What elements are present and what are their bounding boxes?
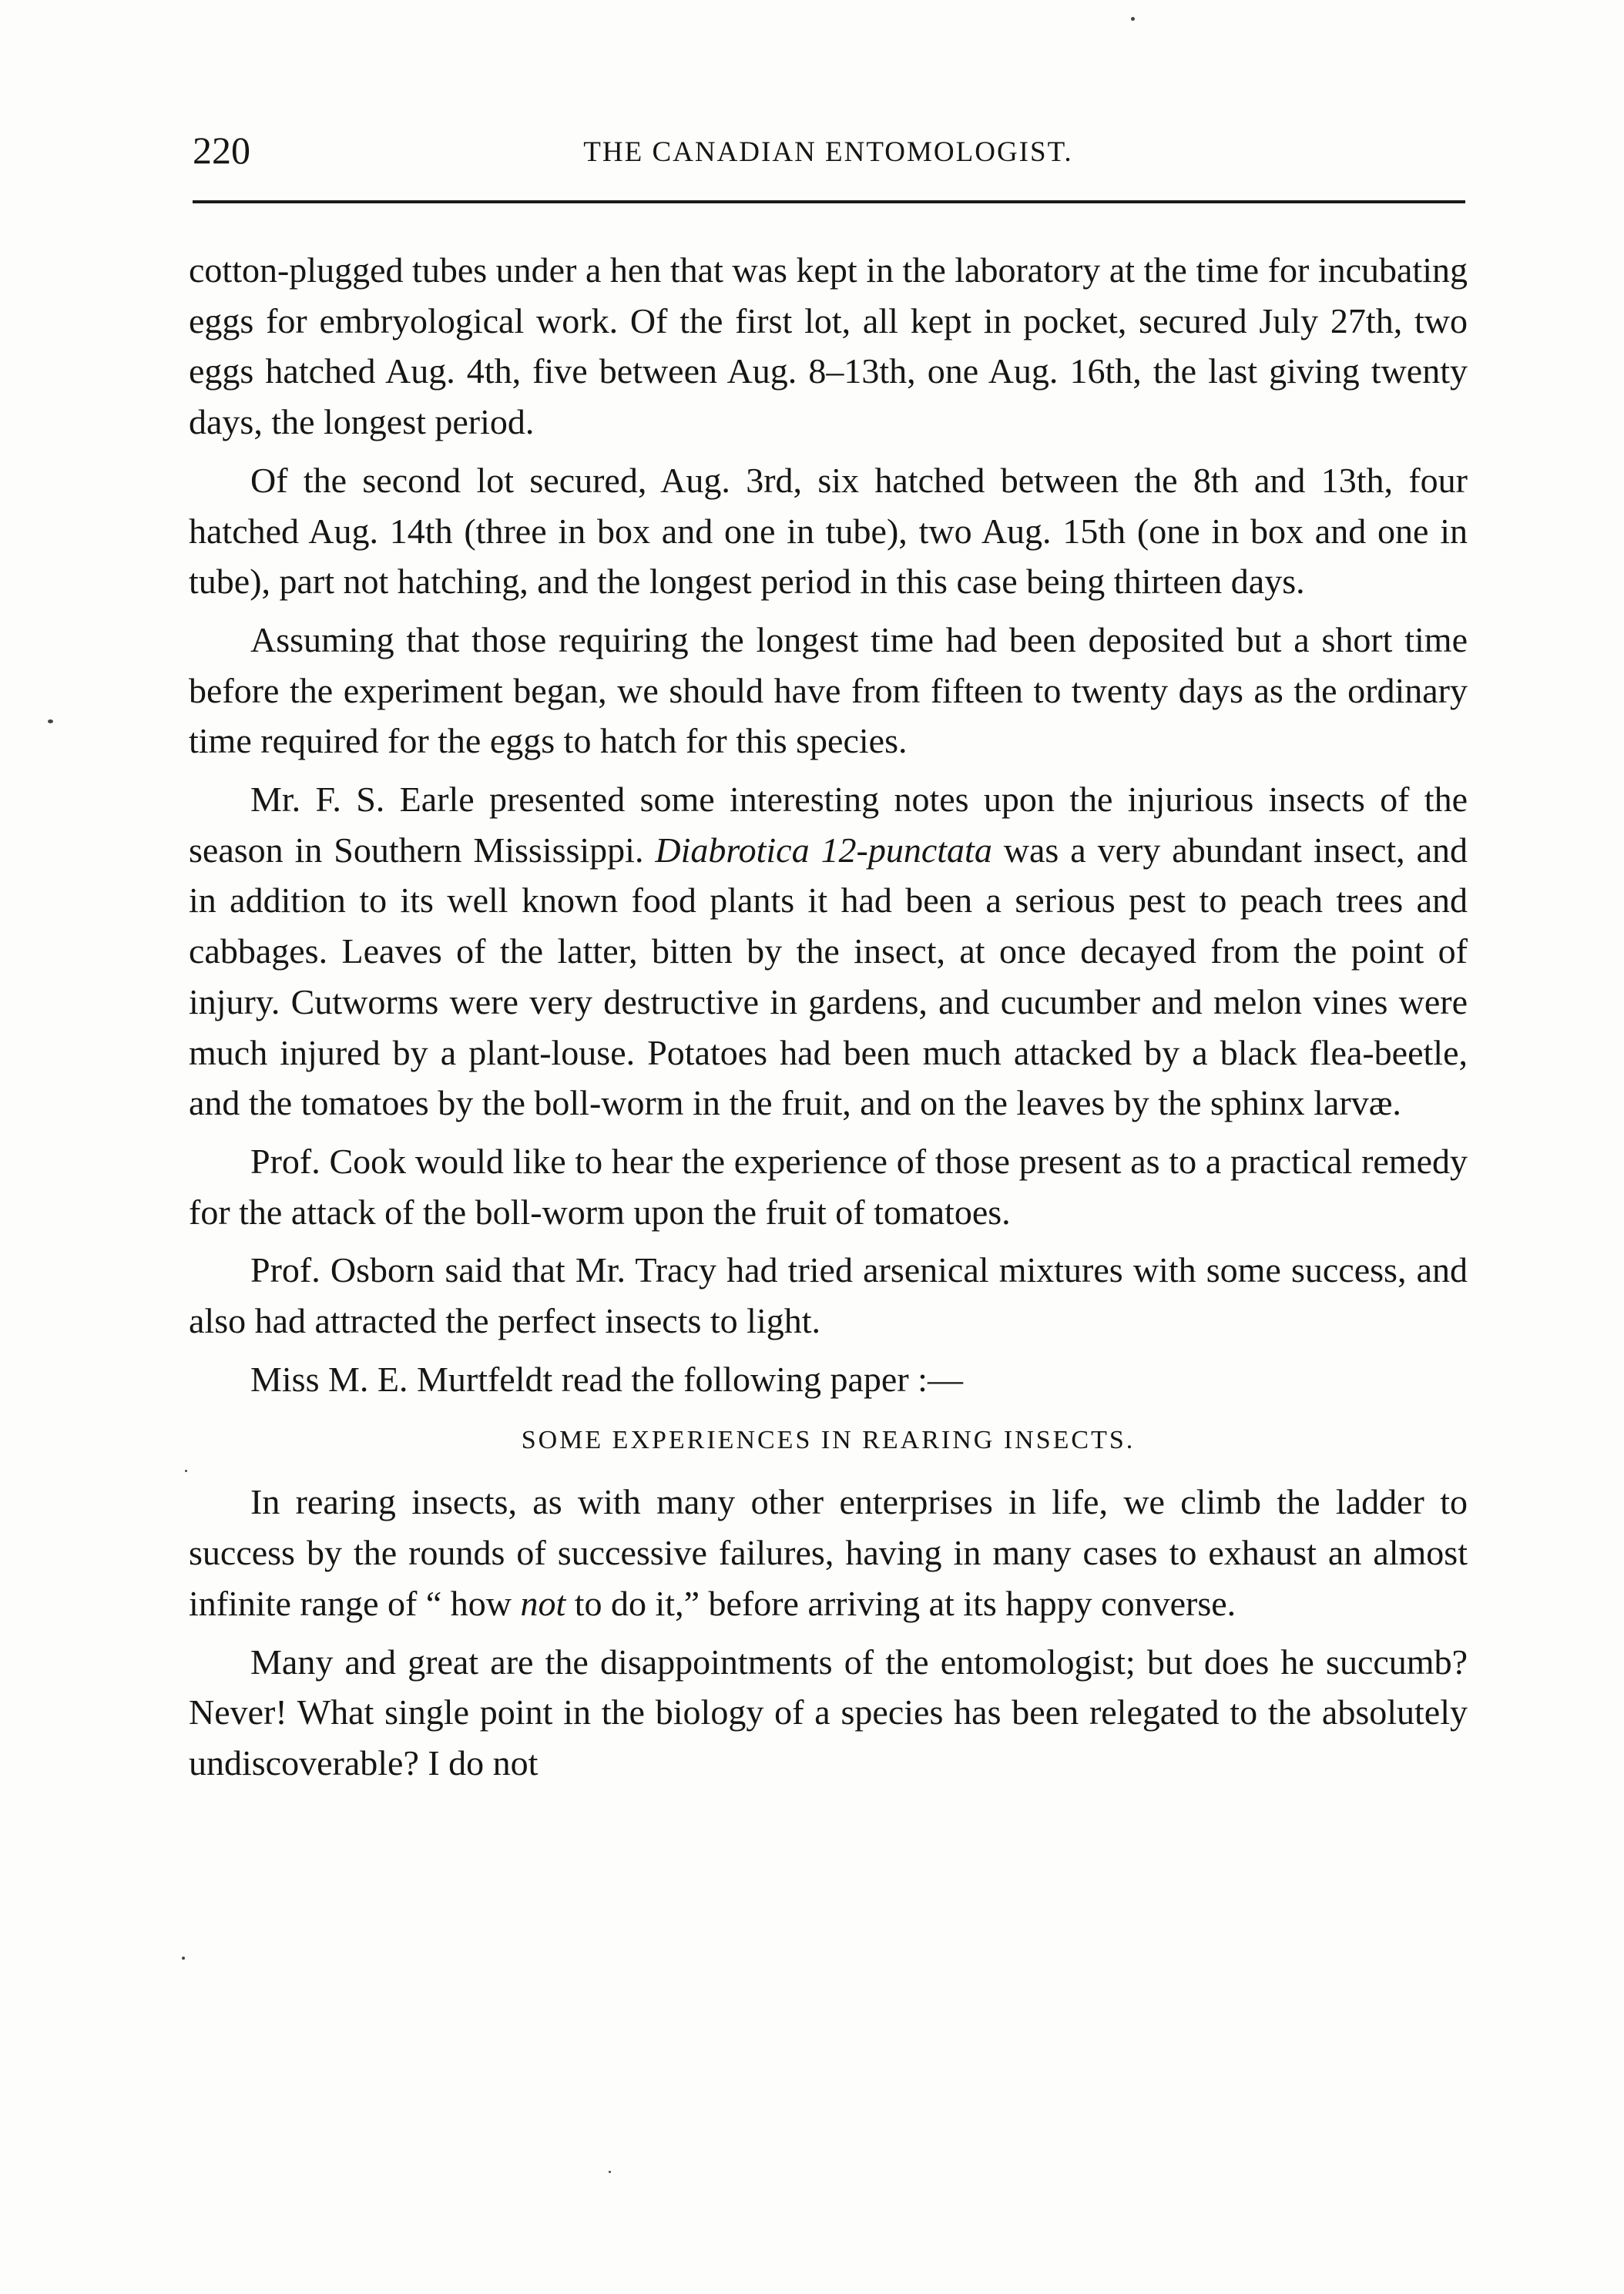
earle-rest: was a very abundant insect, and in addition to its well known food plants it had been a serious pest to peach trees and cabbages. Leaves of the latter, bitten by the insect, at once decayed from the point of injury. Cutworms were very destructive in gardens, and cucumber and melon vines were much injured by a plant-louse. Potatoes had been much attacked by a black flea-beetle, and the tomatoes by the boll-worm in the fruit, and on the leaves by the sphinx larvæ. [189, 830, 1468, 1123]
rearing-italic-not: not [520, 1583, 566, 1623]
running-head: THE CANADIAN ENTOMOLOGIST. [583, 136, 1073, 168]
paragraph-assuming: Assuming that those requiring the longest time had been deposited but a short time before the experiment began, we should have from fifteen to twenty days as the ordinary time required for the eggs to hatch for this species. [189, 619, 1468, 761]
paragraph-murtfeldt: Miss M. E. Murtfeldt read the following paper :— [250, 1359, 963, 1399]
paragraph-earle [189, 774, 1468, 1129]
header-rule [193, 200, 1465, 203]
paragraph-osborn: Prof. Osborn said that Mr. Tracy had tried arsenical mixtures with some success, and also had attracted the perfect insects to light. [189, 1250, 1468, 1341]
paragraph-rearing [189, 1477, 1468, 1628]
rearing-text-start: In rearing insects, as with many other enterprises in life, we climb the ladder to success by the rounds of successive failures, having in many cases to exhaust an almost infinite range of “ how [189, 1482, 1468, 1623]
page-body [189, 245, 1468, 1796]
paragraph-continued: cotton-plugged tubes under a hen that was kept in the laboratory at the time for incubating eggs for embryological work. Of the first lot, all kept in pocket, secured July 27th, two eggs hatched Aug. 4th, five between Aug. 8–13th, one Aug. 16th, the last giving twenty days, the longest period. [189, 250, 1468, 442]
paper-title: SOME EXPERIENCES IN REARING INSECTS. [521, 1426, 1136, 1455]
rearing-text-end: to do it,” before arriving at its happy converse. [574, 1583, 1236, 1623]
page-number: 220 [193, 129, 250, 172]
paragraph-cook: Prof. Cook would like to hear the experience of those present as to a practical remedy for the attack of the boll-worm upon the fruit of tomatoes. [189, 1141, 1468, 1232]
earle-intro: Mr. F. S. Earle presented some interesting notes upon the injurious insects of the season in Southern Mississippi. [189, 780, 1468, 870]
page-header [193, 127, 1464, 181]
species-name: Diabrotica 12-punctata [655, 830, 992, 870]
paragraph-disappointments: Many and great are the disappointments of the entomologist; but does he succumb? Never! What single point in the biology of a species has been relegated to the absolutely undiscoverable? I do not [189, 1642, 1468, 1783]
paragraph-second-lot: Of the second lot secured, Aug. 3rd, six hatched between the 8th and 13th, four hatched Aug. 14th (three in box and one in tube), two Aug. 15th (one in box and one in tube), part not hatching, and the longest period in this case being thirteen days. [189, 460, 1468, 602]
